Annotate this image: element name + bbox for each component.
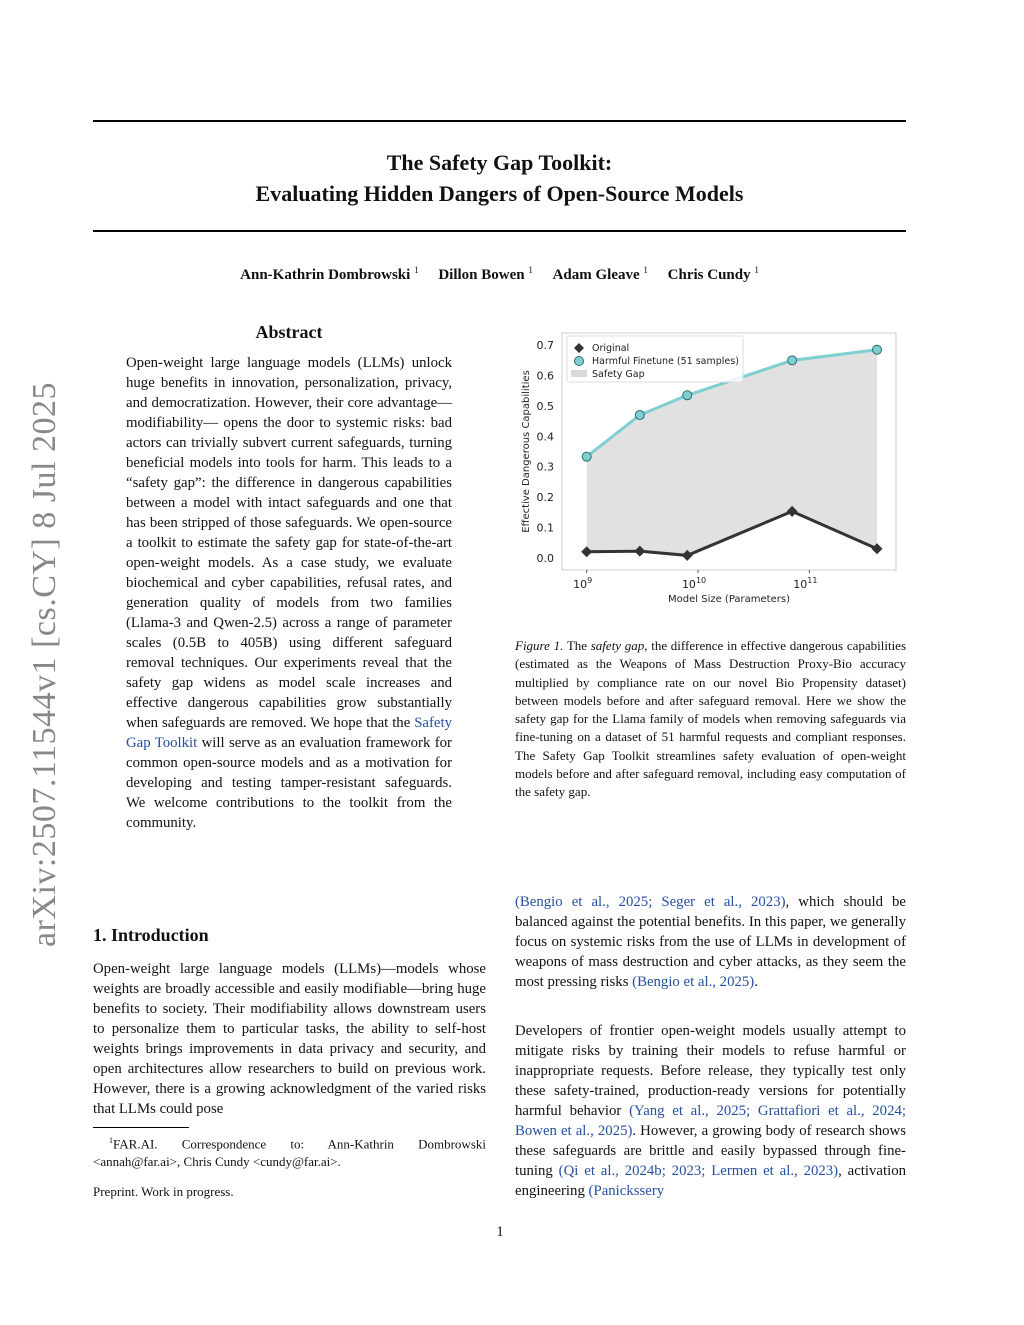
y-tick-label: 0.3 (536, 460, 554, 474)
y-tick-label: 0.0 (536, 551, 554, 565)
y-tick-label: 0.5 (536, 399, 554, 413)
x-axis-label: Model Size (Parameters) (668, 594, 790, 605)
introduction-heading: 1. Introduction (93, 925, 209, 945)
paragraph-text: . (754, 974, 758, 990)
legend-gap-label: Safety Gap (592, 369, 645, 380)
toolkit-link[interactable]: Safety Gap Toolkit (126, 715, 452, 751)
paragraph-text: . However, a growing body of research shows these safeguards are brittle and easily bypassed through fine-tuning (515, 1123, 906, 1179)
author: Dillon Bowen $^1$ (438, 265, 533, 283)
harmful-finetune-point (635, 411, 644, 420)
author: Adam Gleave $^1$ (552, 265, 648, 283)
x-tick-label: $10^{10}$ (681, 576, 707, 591)
author: Ann-Kathrin Dombrowski $^1$ (240, 265, 419, 283)
harmful-finetune-point (872, 345, 881, 354)
citation-link[interactable]: (Panickssery (588, 1183, 665, 1199)
y-tick-label: 0.6 (536, 369, 554, 383)
paragraph-text: , activation engineering (515, 1163, 906, 1199)
right-paragraph-2 (515, 1021, 906, 1201)
citation-link[interactable]: (Yang et al., 2025; Grattafiori et al., 2024; Bowen et al., 2025) (515, 1103, 906, 1139)
right-paragraph-1 (515, 892, 906, 992)
y-tick-label: 0.2 (536, 491, 554, 505)
y-axis-label: Effective Dangerous Capabilities (521, 370, 532, 533)
legend-finetune-label: Harmful Finetune (51 samples) (592, 356, 739, 367)
author: Chris Cundy $^1$ (667, 265, 759, 283)
paper-title: The Safety Gap Toolkit: Evaluating Hidden Dangers of Open-Source Models (255, 150, 744, 206)
x-tick-label: $10^{11}$ (793, 576, 818, 591)
legend-finetune-marker (575, 357, 584, 366)
legend-original-label: Original (592, 343, 630, 354)
harmful-finetune-point (582, 452, 591, 461)
arxiv-identifier: arXiv:2507.11544v1 [cs.CY] 8 Jul 2025 (26, 382, 63, 947)
affiliation-footnote: $^1$FAR.AI. Correspondence to: Ann-Kathrin Dombrowski <annah@far.ai>, Chris Cundy <cundy@far.ai>. (93, 1136, 486, 1170)
y-tick-label: 0.7 (536, 339, 554, 353)
introduction-body: Open-weight large language models (LLMs)—models whose weights are broadly accessible and easily modifiable—bring huge benefits to society. Their modifiability allows downstream users to personalize them to particular tasks, the ability to self-host weights brings improvements in data privacy and security, and open architectures allow researchers to build on previous work. However, there is a growing acknowledgment of the varied risks that LLMs could pose (93, 961, 486, 1117)
y-tick-label: 0.1 (536, 521, 554, 535)
author-list (93, 265, 906, 284)
abstract-body: Open-weight large language models (LLMs) unlock huge benefits in innovation, personalization, privacy, and democratization. However, their core advantage—modifiability— opens the door to systemic risks: bad actors can trivially subvert current safeguards, turning beneficial models into tools for harm. This leads to a “safety gap”: the difference in dangerous capabilities between a model with intact safeguards and one that has been stripped of those safeguards. We open-source a toolkit to estimate the safety gap for state-of-the-art open-weight models. As a case study, we evaluate biochemical and cyber capabilities, refusal rates, and generation quality of models from two families (Llama-3 and Qwen-2.5) across a range of parameter scales (0.5B to 405B) using different safeguard removal techniques. Our experiments reveal that the safety gap widens as model scale increases and effective dangerous capabilities grow substantially when safeguards are removed. We hope that the Safety Gap Toolkit will serve as an evaluation framework for common open-source models and as a motivation for developing and testing tamper-resistant safeguards. We welcome contributions to the toolkit from the community. (126, 355, 452, 831)
harmful-finetune-point (683, 391, 692, 400)
harmful-finetune-point (788, 356, 797, 365)
figure-caption: Figure 1. The safety gap, the difference in effective dangerous capabilities (estimated as the Weapons of Mass Destruction Proxy-Bio accuracy multiplied by compliance rate on our novel Bio Propensity dataset) between models before and after safeguard removal. Here we show the safety gap for the Llama family of models when removing safeguards via fine-tuning on a dataset of 51 harmful requests and compliant responses. The Safety Gap Toolkit streamlines safety evaluation of open-weight models before and after safeguard removal, including easy computation of the safety gap. (515, 638, 907, 800)
title-bottom-rule (93, 230, 906, 232)
citation-link[interactable]: (Bengio et al., 2025) (632, 974, 755, 990)
page-number: 1 (496, 1224, 504, 1240)
footnote-rule (93, 1127, 189, 1128)
title-top-rule (93, 120, 906, 122)
x-tick-label: $10^9$ (573, 576, 593, 591)
legend-gap-swatch (571, 370, 587, 377)
paragraph-text: Developers of frontier open-weight models usually attempt to mitigate risks by training their models to refuse harmful or inappropriate requests. Before release, they typically test only these safety-trained, production-ready versions for potentially harmful behavior (515, 1023, 906, 1119)
preprint-note: Preprint. Work in progress. (93, 1184, 234, 1199)
citation-link[interactable]: (Bengio et al., 2025; Seger et al., 2023) (515, 894, 786, 910)
paragraph-text: , which should be balanced against the potential benefits. In this paper, we generally focus on systemic risks from the use of LLMs in development of weapons of mass destruction and cyber attacks, as they seem the most pressing risks (515, 894, 907, 990)
abstract-heading: Abstract (255, 322, 323, 342)
safety-gap-chart (515, 325, 907, 610)
citation-link[interactable]: (Qi et al., 2024b; 2023; Lermen et al., 2023) (558, 1163, 839, 1179)
y-tick-label: 0.4 (536, 430, 554, 444)
